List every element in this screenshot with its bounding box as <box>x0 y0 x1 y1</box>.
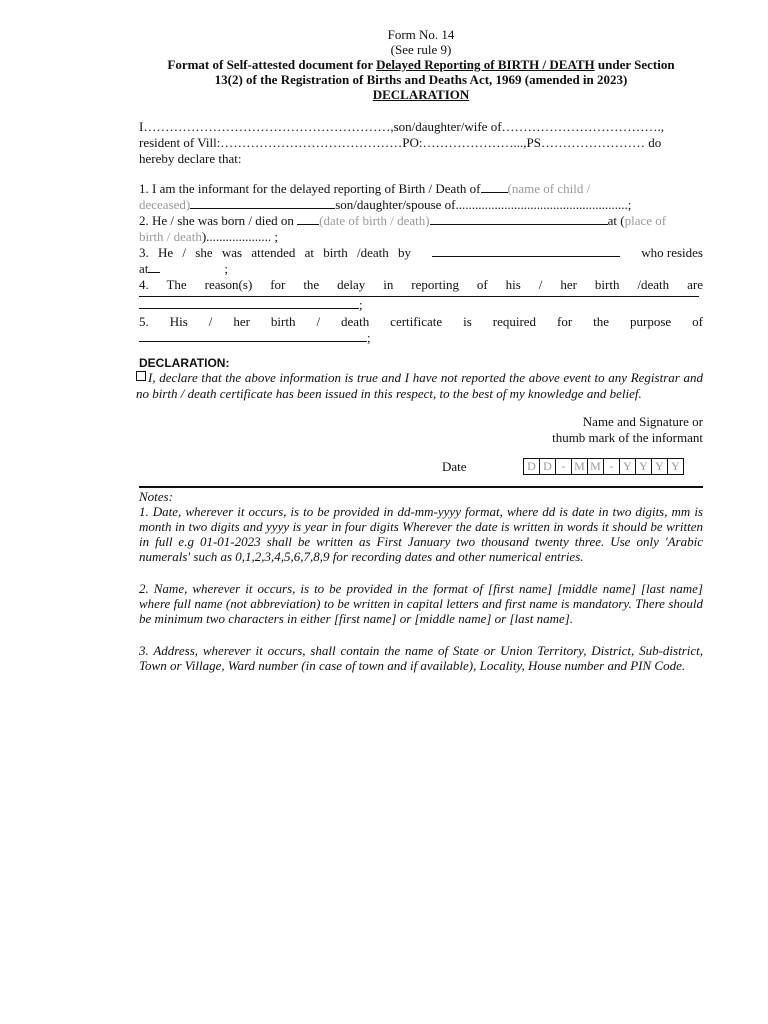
intro-line-3: hereby declare that: <box>139 151 242 166</box>
item-2-hint-3: birth / death <box>139 229 202 244</box>
title-underlined: Delayed Reporting of BIRTH / DEATH <box>376 57 595 72</box>
signature-line-2: thumb mark of the informant <box>552 430 703 445</box>
intro-line-2: resident of Vill:……………………………………PO:…………………...,PS…………………… do <box>139 135 662 150</box>
item-4-end: ; <box>359 297 363 312</box>
item-3-text-4: ; <box>224 261 229 276</box>
date-box[interactable]: M <box>571 459 587 474</box>
rule-reference: (See rule 9) <box>390 42 452 57</box>
date-blank[interactable] <box>297 213 319 225</box>
intro-line-1: I…………………………………………………,son/daughter/wife of………………………………., <box>139 119 665 134</box>
item-2-hint-2: place of <box>624 213 667 228</box>
date-row <box>139 456 703 480</box>
item-5 <box>139 314 703 346</box>
notes-label: Notes: <box>139 489 173 504</box>
purpose-blank[interactable] <box>139 330 367 342</box>
date-input[interactable] <box>523 458 684 475</box>
item-3-text: 3. He / she was attended at birth /death by <box>139 245 412 260</box>
item-2-text: 2. He / she was born / died on <box>139 213 298 228</box>
notes-divider <box>139 486 703 488</box>
date-box[interactable]: Y <box>667 459 683 474</box>
date-box[interactable]: D <box>539 459 555 474</box>
notes-section <box>139 489 703 673</box>
note-2: 2. Name, wherever it occurs, is to be provided in the format of [first name] [middle name] [last name] where full name (not abbreviation) to be written in capital letters and first name is mandatory. There should be minimum two characters in either [first name] or [middle name] or [last name]. <box>139 581 703 626</box>
declaration-heading: DECLARATION <box>372 87 470 102</box>
item-2-hint: (date of birth / death) <box>319 213 430 228</box>
parent-name-blank[interactable] <box>190 197 335 209</box>
date-label: Date <box>442 459 467 474</box>
date-box[interactable]: Y <box>651 459 667 474</box>
event-date-blank[interactable] <box>430 213 608 225</box>
date-box[interactable]: M <box>587 459 603 474</box>
date-box[interactable]: Y <box>619 459 635 474</box>
item-5-text: 5. His / her birth / death certificate is required for the purpose of <box>139 314 703 329</box>
form-title <box>139 57 703 72</box>
form-page <box>136 27 703 690</box>
form-number: Form No. 14 <box>387 27 455 42</box>
item-5-end: ; <box>367 330 371 345</box>
signature-line-1: Name and Signature or <box>582 414 703 429</box>
note-1: 1. Date, wherever it occurs, is to be provided in dd-mm-yyyy format, where dd is date in two digits, mm is month in two digits and yyyy is year in four digits Wherever the date is written in words it should be written in full e.g 01-01-2023 shall be written as First January two thousand twenty three. Use only 'Arabic numerals' such as 0,1,2,3,4,5,6,7,8,9 for recording dates and other numerical entries. <box>139 504 703 564</box>
declaration-checkbox[interactable] <box>136 371 146 381</box>
item-2-text-2: at ( <box>607 213 625 228</box>
item-1-text-2: son/daughter/spouse of.....................................................; <box>335 197 632 212</box>
declaration-title: DECLARATION: <box>139 356 230 370</box>
title-pre: Format of Self-attested document for <box>167 57 377 72</box>
child-name-blank[interactable] <box>481 181 508 193</box>
declaration-text-block <box>136 370 703 402</box>
date-box[interactable]: Y <box>635 459 651 474</box>
item-3 <box>139 245 703 277</box>
reason-blank-2[interactable] <box>139 297 359 309</box>
item-1-hint: (name of child / <box>507 181 591 196</box>
date-box[interactable]: D <box>527 459 536 473</box>
item-1 <box>139 181 703 213</box>
item-3-text-2: who resides <box>641 245 703 260</box>
item-1-text: 1. I am the informant for the delayed reporting of Birth / Death of <box>139 181 481 196</box>
date-box: - <box>603 459 619 474</box>
item-1-hint-2: deceased) <box>139 197 191 212</box>
title-post: under Section <box>594 57 675 72</box>
declaration-text: I, declare that the above information is true and I have not reported the above event to any Registrar and no birth / death certificate has been issued in this respect, to the best of my knowledge and belief. <box>136 370 703 401</box>
residence-blank[interactable] <box>148 261 160 273</box>
form-title-line2: 13(2) of the Registration of Births and Deaths Act, 1969 (amended in 2023) <box>214 72 628 87</box>
item-3-text-3: at <box>139 261 149 276</box>
item-4-text: 4. The reason(s) for the delay in reporting of his / her birth /death are <box>139 277 703 292</box>
note-3: 3. Address, wherever it occurs, shall contain the name of State or Union Territory, District, Sub-district, Town or Village, Ward number (in case of town and if available), Locality, House number and PIN Code. <box>139 643 703 673</box>
item-2 <box>139 213 703 245</box>
item-2-text-3: ).................... ; <box>201 229 279 244</box>
attendant-blank[interactable] <box>432 245 620 257</box>
signature-block <box>139 414 703 446</box>
item-4 <box>139 277 703 313</box>
date-box: - <box>555 459 571 474</box>
